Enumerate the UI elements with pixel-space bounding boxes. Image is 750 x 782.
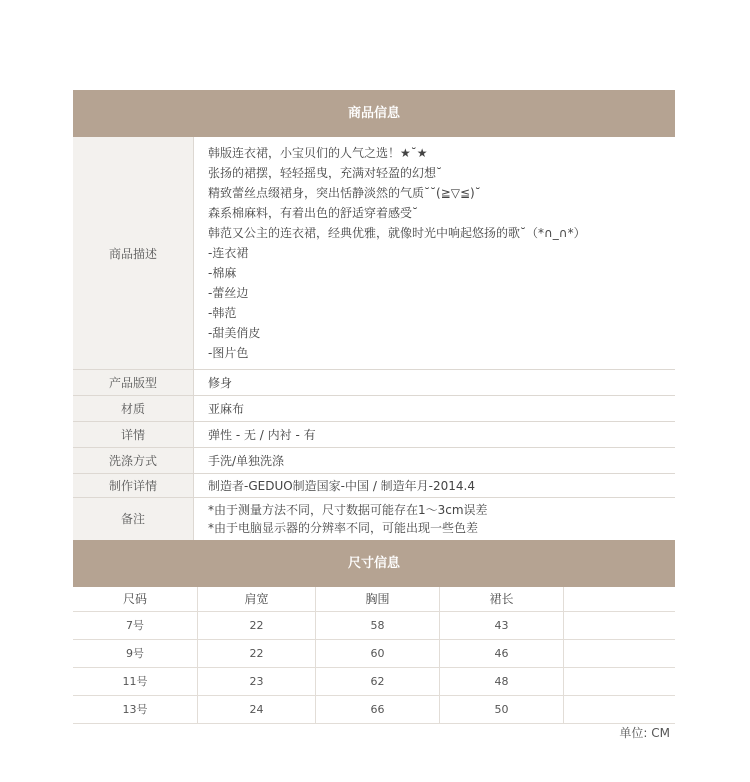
column-header: 胸围 — [316, 587, 440, 612]
description-line: 张扬的裙摆，轻轻摇曳，充满对轻盈的幻想˘ — [208, 166, 443, 180]
length-cell: 50 — [440, 695, 564, 723]
description-line: -棉麻 — [208, 266, 237, 280]
table-row — [73, 695, 675, 723]
empty-cell — [564, 639, 676, 667]
note-label: 备注 — [73, 498, 194, 540]
product-info-header: 商品信息 — [73, 90, 675, 137]
table-row — [73, 667, 675, 695]
note-row — [73, 498, 675, 540]
description-line: 韩范又公主的连衣裙，经典优雅，就像时光中响起悠扬的歌˘（*∩_∩*） — [208, 226, 586, 240]
note-lines — [208, 501, 674, 537]
description-lines — [208, 143, 674, 363]
length-cell: 46 — [440, 639, 564, 667]
description-row — [73, 137, 675, 370]
unit-label: 单位: CM — [619, 726, 670, 740]
chest-cell: 66 — [316, 695, 440, 723]
washing-label: 洗涤方式 — [73, 448, 194, 474]
details-value: 弹性 - 无 / 内衬 - 有 — [194, 422, 676, 448]
description-line: -甜美俏皮 — [208, 326, 261, 340]
fit-label: 产品版型 — [73, 370, 194, 396]
manufacture-value: 制造者-GEDUO制造国家-中国 / 制造年月-2014.4 — [194, 474, 676, 498]
length-cell: 48 — [440, 667, 564, 695]
table-row — [73, 611, 675, 639]
washing-row — [73, 448, 675, 474]
description-value — [194, 137, 676, 370]
manufacture-row — [73, 474, 675, 498]
size-table — [73, 587, 675, 724]
shoulder-cell: 22 — [198, 639, 316, 667]
empty-cell — [564, 695, 676, 723]
manufacture-label: 制作详情 — [73, 474, 194, 498]
column-header: 尺码 — [73, 587, 198, 612]
material-row — [73, 396, 675, 422]
size-cell: 11号 — [73, 667, 198, 695]
note-line: *由于电脑显示器的分辨率不同，可能出现一些色差 — [208, 520, 479, 535]
shoulder-cell: 23 — [198, 667, 316, 695]
note-value — [194, 498, 676, 540]
size-info-header: 尺寸信息 — [73, 540, 675, 587]
description-line: 精致蕾丝点缀裙身，突出恬静淡然的气质˘˘(≧▽≦)˘ — [208, 186, 481, 200]
product-info-table — [73, 137, 675, 540]
details-row — [73, 422, 675, 448]
chest-cell: 60 — [316, 639, 440, 667]
details-label: 详情 — [73, 422, 194, 448]
description-line: -蕾丝边 — [208, 286, 249, 300]
size-table-header-row — [73, 587, 675, 612]
length-cell: 43 — [440, 611, 564, 639]
material-label: 材质 — [73, 396, 194, 422]
shoulder-cell: 22 — [198, 611, 316, 639]
table-row — [73, 639, 675, 667]
description-line: 韩版连衣裙，小宝贝们的人气之选！★˘★ — [208, 146, 428, 160]
chest-cell: 62 — [316, 667, 440, 695]
description-line: 森系棉麻料，有着出色的舒适穿着感受˘ — [208, 206, 419, 220]
shoulder-cell: 24 — [198, 695, 316, 723]
washing-value: 手洗/单独洗涤 — [194, 448, 676, 474]
note-line: *由于测量方法不同，尺寸数据可能存在1～3cm误差 — [208, 502, 488, 517]
empty-cell — [564, 611, 676, 639]
fit-row — [73, 370, 675, 396]
description-line: -图片色 — [208, 346, 249, 360]
column-header: 裙长 — [440, 587, 564, 612]
size-cell: 9号 — [73, 639, 198, 667]
size-cell: 7号 — [73, 611, 198, 639]
description-line: -连衣裙 — [208, 246, 249, 260]
fit-value: 修身 — [194, 370, 676, 396]
description-line: -韩范 — [208, 306, 237, 320]
size-cell: 13号 — [73, 695, 198, 723]
column-header: 肩宽 — [198, 587, 316, 612]
column-header — [564, 587, 676, 612]
material-value: 亚麻布 — [194, 396, 676, 422]
chest-cell: 58 — [316, 611, 440, 639]
empty-cell — [564, 667, 676, 695]
description-label: 商品描述 — [73, 137, 194, 370]
